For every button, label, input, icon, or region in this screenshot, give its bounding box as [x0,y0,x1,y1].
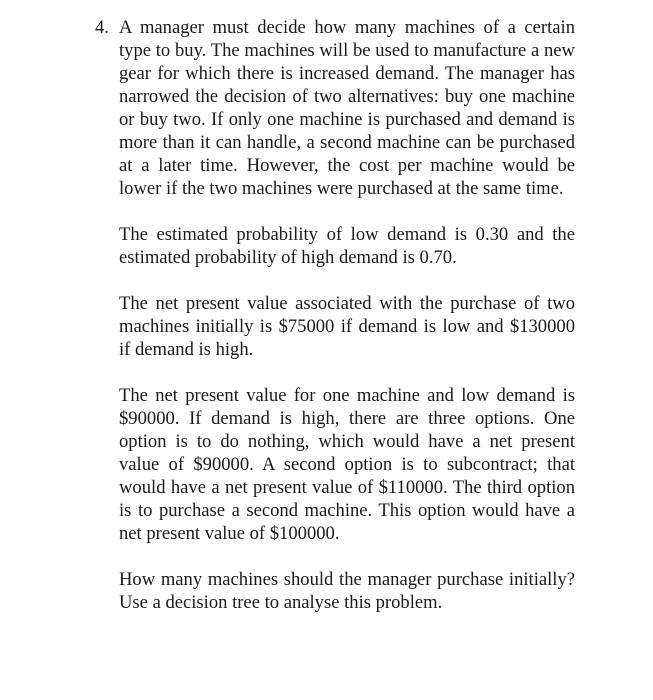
paragraph-scenario: A manager must decide how many machines of a certain type to buy. The machines will be used to manufacture a new gear for which there is increased demand. The manager has narrowed the decision of two alternatives: buy one machine or buy two. If only one machine is purchased and demand is more than it can handle, a second machine can be purchased at a later time. However, the cost per machine would be lower if the two machines were purchased at the same time. [119,17,575,199]
paragraph-probabilities: The estimated probability of low demand is 0.30 and the estimated probability of high demand is 0.70. [119,224,575,268]
paragraph-two-machines-npv: The net present value associated with the purchase of two machines initially is $75000 if demand is low and $130000 if demand is high. [119,293,575,360]
paragraph-question: How many machines should the manager purchase initially? Use a decision tree to analyse this problem. [119,569,575,613]
problem-body [119,16,575,614]
problem-4 [95,16,575,614]
problem-number: 4. [95,17,109,38]
paragraph-one-machine-npv: The net present value for one machine and low demand is $90000. If demand is high, there are three options. One option is to do nothing, which would have a net present value of $90000. A second option is to subcontract; that would have a net present value of $110000. The third option is to purchase a second machine. This option would have a net present value of $100000. [119,385,575,544]
